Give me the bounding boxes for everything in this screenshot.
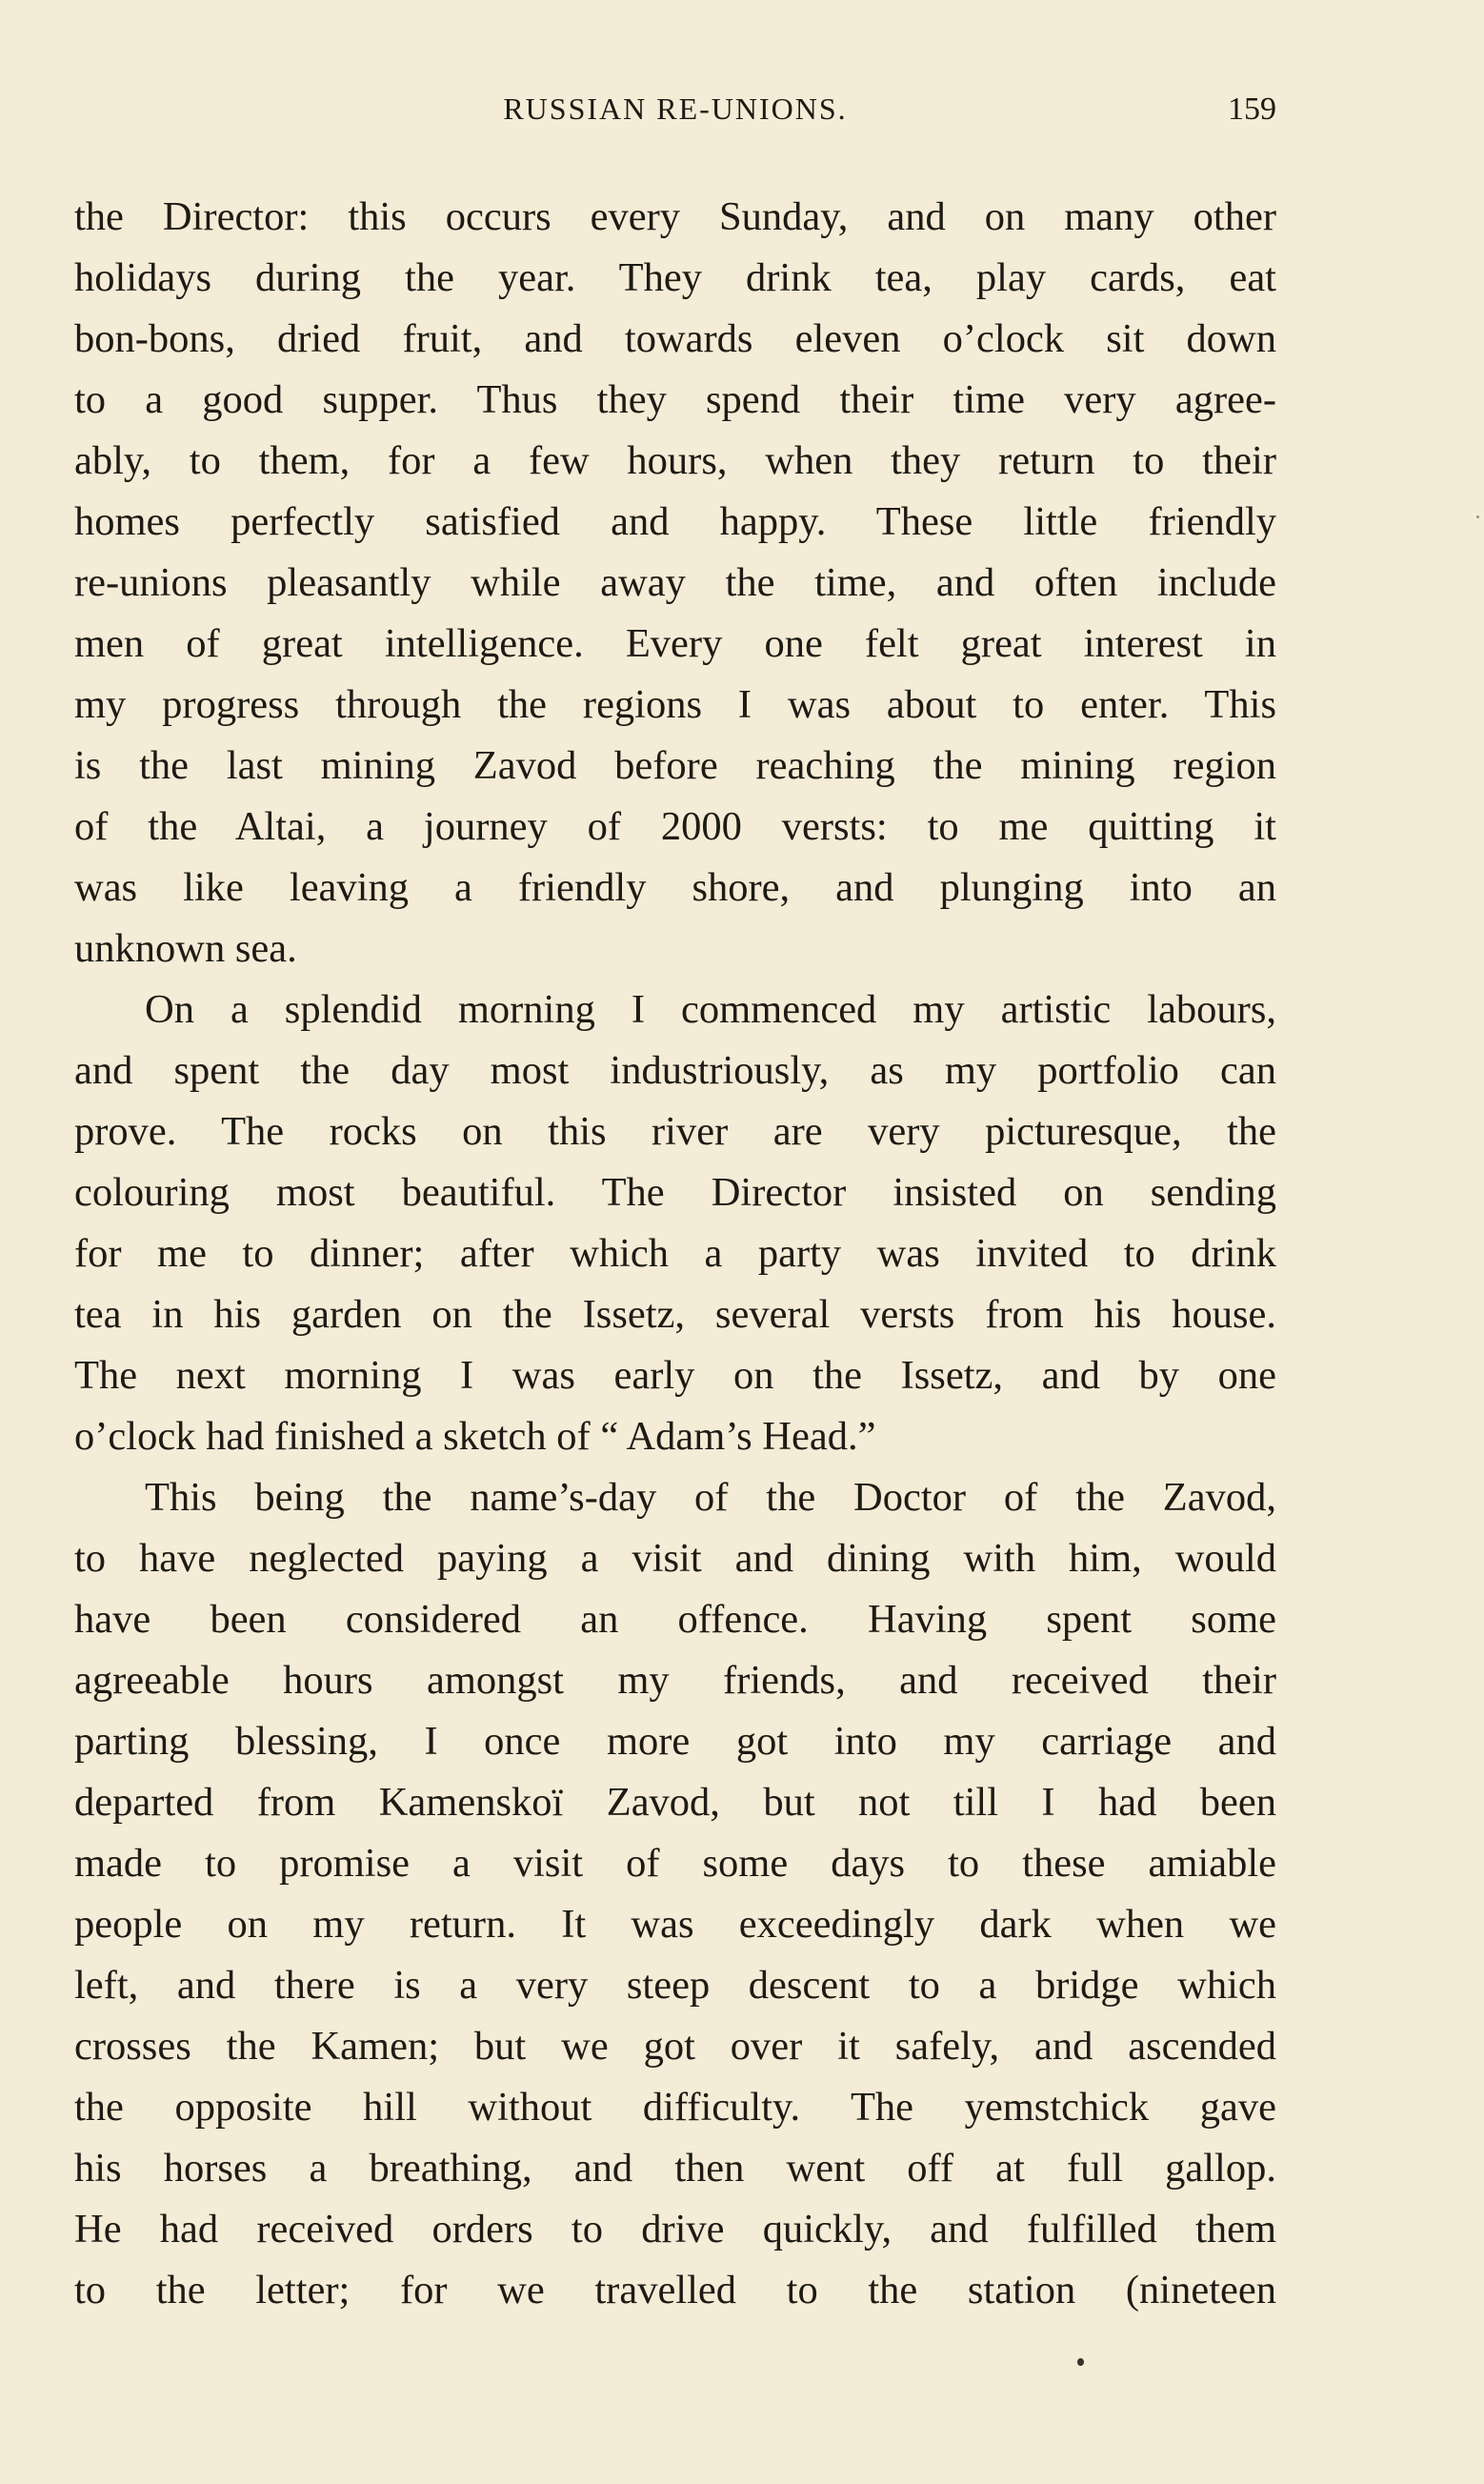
text-line: He had received orders to drive quickly, and fulfilled them (74, 2207, 1276, 2252)
text-line: ably, to them, for a few hours, when they return to their (74, 438, 1276, 483)
text-line: for me to dinner; after which a party was invited to drink (74, 1231, 1276, 1276)
text-line: crosses the Kamen; but we got over it safely, and ascended (74, 2024, 1276, 2069)
text-line: bon-bons, dried fruit, and towards eleven o’clock sit down (74, 316, 1276, 361)
text-line: prove. The rocks on this river are very picturesque, the (74, 1109, 1276, 1154)
text-line: of the Altai, a journey of 2000 versts: to me quitting it (74, 804, 1276, 849)
text-line: my progress through the regions I was about to enter. This (74, 682, 1276, 727)
text-line: was like leaving a friendly shore, and plunging into an (74, 865, 1276, 910)
text-line: re-unions pleasantly while away the time, and often include (74, 560, 1276, 605)
text-line: left, and there is a very steep descent to a bridge which (74, 1963, 1276, 2008)
text-line: tea in his garden on the Issetz, several versts from his house. (74, 1292, 1276, 1337)
text-line: the Director: this occurs every Sunday, and on many other (74, 194, 1276, 239)
text-line: and spent the day most industriously, as my portfolio can (74, 1048, 1276, 1093)
text-line: departed from Kamenskoï Zavod, but not till I had been (74, 1780, 1276, 1825)
text-line: agreeable hours amongst my friends, and received their (74, 1658, 1276, 1703)
text-line: homes perfectly satisfied and happy. These little friendly (74, 499, 1276, 544)
text-line: men of great intelligence. Every one felt great interest in (74, 621, 1276, 666)
text-line: have been considered an offence. Having spent some (74, 1597, 1276, 1642)
text-line: parting blessing, I once more got into my carriage and (74, 1719, 1276, 1764)
text-line: unknown sea. (74, 926, 297, 971)
text-line: The next morning I was early on the Issetz, and by one (74, 1353, 1276, 1398)
text-line: holidays during the year. They drink tea, play cards, eat (74, 255, 1276, 300)
text-line: his horses a breathing, and then went off at full gallop. (74, 2146, 1276, 2191)
text-line: to a good supper. Thus they spend their time very agree- (74, 377, 1276, 422)
text-line: On a splendid morning I commenced my artistic labours, (145, 987, 1276, 1032)
text-line: people on my return. It was exceedingly dark when we (74, 1902, 1276, 1947)
text-line: o’clock had finished a sketch of “ Adam’s Head.” (74, 1414, 876, 1459)
running-title: RUSSIAN RE-UNIONS. (503, 91, 848, 126)
ink-speck (1476, 515, 1479, 518)
text-line: This being the name’s-day of the Doctor of the Zavod, (145, 1475, 1276, 1520)
ink-speck (1077, 2358, 1084, 2366)
text-line: to have neglected paying a visit and dining with him, would (74, 1536, 1276, 1581)
running-header (74, 91, 1276, 139)
text-line: the opposite hill without difficulty. The yemstchick gave (74, 2085, 1276, 2130)
text-line: to the letter; for we travelled to the station (nineteen (74, 2268, 1276, 2312)
text-line: colouring most beautiful. The Director insisted on sending (74, 1170, 1276, 1215)
body-text (74, 187, 1276, 2321)
text-line: is the last mining Zavod before reaching the mining region (74, 743, 1276, 788)
text-line: made to promise a visit of some days to these amiable (74, 1841, 1276, 1886)
page-number: 159 (1228, 91, 1276, 127)
